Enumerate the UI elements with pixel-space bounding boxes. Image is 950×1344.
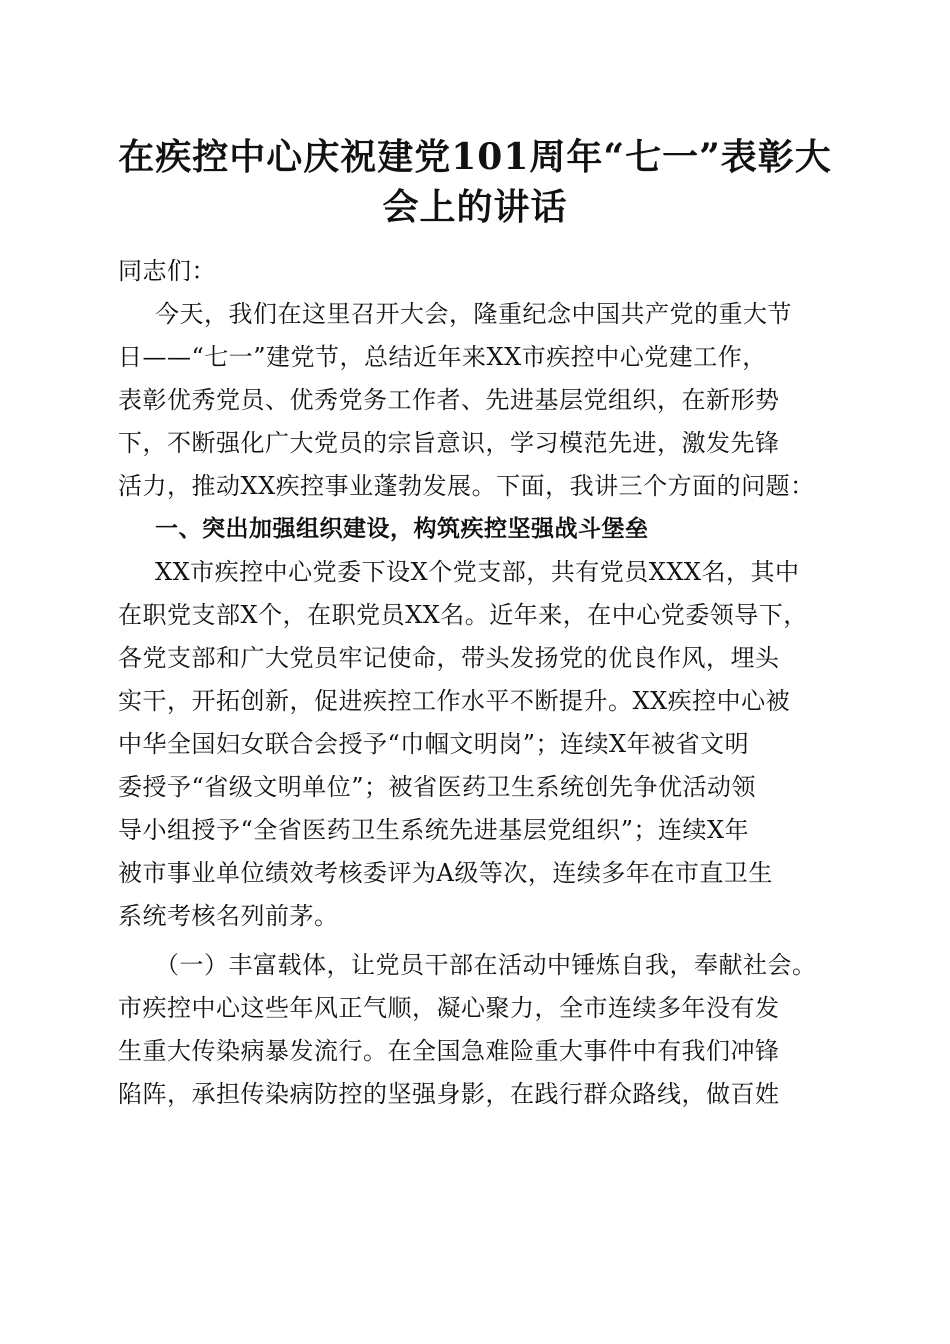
subsection-heading: （一）丰富载体，让党员干部在活动中锤炼自我，奉献社会。 [155, 951, 817, 979]
section-1-paragraph [118, 551, 838, 938]
paragraph-line: 市疾控中心这些年风正气顺，凝心聚力，全市连续多年没有发 [118, 994, 780, 1022]
title-line-2: 会上的讲话 [382, 186, 568, 228]
paragraph-line: 委授予“省级文明单位”；被省医药卫生系统创先争优活动领 [118, 773, 757, 801]
salutation: 同志们： [118, 257, 216, 285]
title-line-1: 在疾控中心庆祝建党101周年“七一”表彰大 [118, 136, 832, 178]
intro-paragraph [118, 293, 838, 508]
section-heading: 一、突出加强组织建设，构筑疾控坚强战斗堡垒 [155, 516, 649, 542]
paragraph-line: 表彰优秀党员、优秀党务工作者、先进基层党组织，在新形势 [118, 386, 780, 414]
document-title [100, 132, 850, 232]
paragraph-line: 各党支部和广大党员牢记使命，带头发扬党的优良作风，埋头 [118, 644, 780, 672]
paragraph-line: 今天，我们在这里召开大会，隆重纪念中国共产党的重大节 [155, 300, 792, 328]
subsection-1-paragraph [118, 987, 838, 1116]
paragraph-line: 在职党支部X个，在职党员XX名。近年来，在中心党委领导下， [118, 601, 808, 629]
paragraph-line: XX市疾控中心党委下设X个党支部，共有党员XXX名，其中 [155, 558, 800, 586]
paragraph-line: 系统考核名列前茅。 [118, 902, 339, 930]
paragraph-line: 陷阵，承担传染病防控的坚强身影，在践行群众路线，做百姓 [118, 1080, 780, 1108]
paragraph-line: 被市事业单位绩效考核委评为A级等次，连续多年在市直卫生 [118, 859, 773, 887]
paragraph-line: 中华全国妇女联合会授予“巾帼文明岗”；连续X年被省文明 [118, 730, 750, 758]
paragraph-line: 活力，推动XX疾控事业蓬勃发展。下面，我讲三个方面的问题： [118, 472, 815, 500]
paragraph-line: 下，不断强化广大党员的宗旨意识，学习模范先进，激发先锋 [118, 429, 780, 457]
paragraph-line: 生重大传染病暴发流行。在全国急难险重大事件中有我们冲锋 [118, 1037, 780, 1065]
paragraph-line: 导小组授予“全省医药卫生系统先进基层党组织”；连续X年 [118, 816, 750, 844]
paragraph-line: 日——“七一”建党节，总结近年来XX市疾控中心党建工作， [118, 343, 767, 371]
paragraph-line: 实干，开拓创新，促进疾控工作水平不断提升。XX疾控中心被 [118, 687, 791, 715]
document-body [118, 250, 838, 1116]
